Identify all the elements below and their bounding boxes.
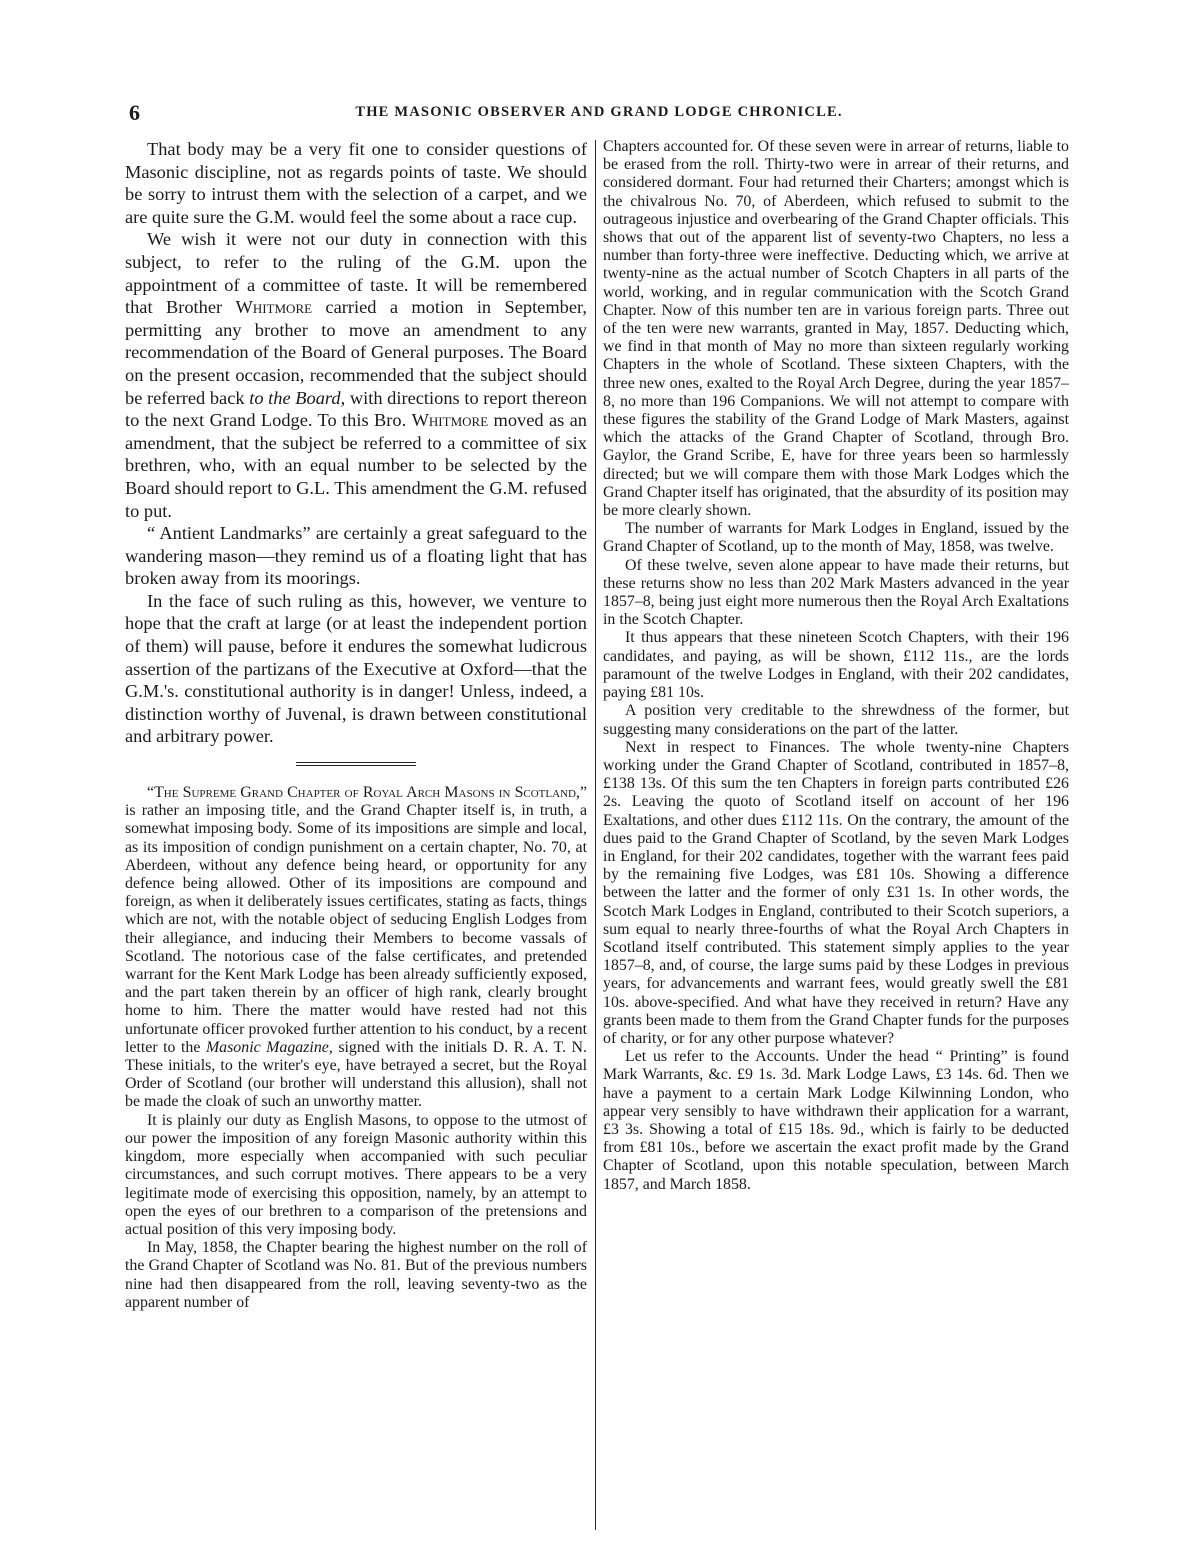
column-rule	[595, 140, 596, 1530]
running-title: THE MASONIC OBSERVER AND GRAND LODGE CHRONICLE.	[355, 104, 843, 120]
paragraph: Next in respect to Finances. The whole twenty-nine Chapters working under the Grand Chapter of Scotland, contributed in 1857–8, £138 13s. Of this sum the ten Chapters in foreign parts contributed £26 2s. Leaving the quoto of Scotland itself on account of her 196 Exaltations, and other dues £112 11s. On the contrary, the amount of the dues paid to the Grand Chapter of Scotland, by the seven Mark Lodges in England, for their 202 candidates, together with the warrant fees paid by the remaining five Lodges, was £81 10s. Showing a difference between the latter and the former of only £31 1s. In other words, the Scotch Mark Lodges in England, contributed to their Scotch superiors, a sum equal to nearly three-fourths of what the Royal Arch Chapters in Scotland itself contributed. This statement simply applies to the year 1857–8, and, of course, the large sums paid by these Lodges in previous years, for advancements and warrant fees, would greatly swell the £81 10s. above-specified. And what have they received in return? Have any grants been made to them from the Grand Chapter funds for the purposes of charity, or for any other purpose whatever?	[603, 738, 1069, 1047]
editorial-section	[125, 138, 587, 748]
name-whitmore: Whitmore	[411, 410, 489, 431]
paragraph: We wish it were not our duty in connection with this subject, to refer to the ruling of the G.M. upon the appointment of a committee of taste. It will be remembered that Brother Whitmore carried a motion in September, permitting any brother to move an amendment to any recommendation of the Board of General purposes. The Board on the present occasion, recommended that the subject should be referred back to the Board, with directions to report thereon to the next Grand Lodge. To this Bro. Whitmore moved as an amendment, that the subject be referred to a committee of six brethren, who, with an equal number to be selected by the Board should report to G.L. This amendment the G.M. refused to put.	[125, 229, 587, 521]
royal-arch-section	[125, 784, 587, 1312]
name-whitmore: Whitmore	[235, 297, 313, 318]
page-number: 6	[129, 100, 140, 125]
right-column	[603, 138, 1069, 1533]
paragraph: In May, 1858, the Chapter bearing the highest number on the roll of the Grand Chapter of Scotland was No. 81. But of the previous numbers nine had then disappeared from the roll, leaving seventy-two as the apparent number of	[125, 1239, 587, 1311]
article-columns	[125, 138, 1073, 1533]
article-title: The Supreme Grand Chapter of Royal Arch Masons in Scotland,	[154, 784, 580, 802]
paragraph: A position very creditable to the shrewdness of the former, but suggesting many considerations on the part of the latter.	[603, 702, 1069, 738]
paragraph: “The Supreme Grand Chapter of Royal Arch Masons in Scotland,” is rather an imposing title, and the Grand Chapter itself is, in truth, a somewhat imposing body. Some of its impositions are simple and local, as its imposition of condign punishment on a certain chapter, No. 70, at Aberdeen, without any defence being heard, or opportunity for any defence being allowed. Other of its impositions are compound and foreign, as when it deliberately issues certificates, stating as facts, things which are not, with the notable object of seducing English Lodges from their allegiance, and inducing their Members to become vassals of Scotland. The notorious case of the false certificates, and pretended warrant for the Kent Mark Lodge has been already sufficiently exposed, and the part taken therein by an officer of high rank, clearly brought home to him. There the matter would have rested had not this unfortunate officer provoked further attention to his conduct, by a recent letter to the Masonic Magazine, signed with the initials D. R. A. T. N. These initials, to the writer's eye, have betrayed a secret, but the Royal Order of Scotland (our brother will understand this allusion), shall not be made the cloak of such an unworthy matter.	[125, 784, 587, 1111]
paragraph: In the face of such ruling as this, however, we venture to hope that the craft at large (or at least the independent portion of them) will pause, before it endures the somewhat ludicrous assertion of the partizans of the Executive at Oxford—that the G.M.'s. constitutional authority is in danger! Unless, indeed, a distinction worthy of Juvenal, is drawn between constitutional and arbitrary power.	[125, 590, 587, 747]
paragraph: Chapters accounted for. Of these seven were in arrear of returns, liable to be erased from the roll. Thirty-two were in arrear of their returns, and considered dormant. Four had returned their Charters; amongst which is the chivalrous No. 70, of Aberdeen, which refused to submit to the outrageous injustice and overbearing of the Grand Chapter officials. This shows that out of the apparent list of seventy-two Chapters, no less a number than forty-three were ineffective. Deducting which, we arrive at twenty-nine as the actual number of Scotch Chapters in all parts of the world, working, and in regular communication with the Scotch Grand Chapter. Now of this number ten are in various foreign parts. Three out of the ten were new warrants, granted in May, 1857. Deducting which, we find in that month of May no more than sixteen regularly working Chapters in the whole of Scotland. These sixteen Chapters, with the three new ones, exalted to the Royal Arch Degree, during the year 1857–8, no more than 196 Companions. We will not attempt to compare with these figures the stability of the Grand Lodge of Mark Masters, against which the attacks of the Grand Chapter of Scotland, through Bro. Gaylor, the Grand Scribe, E, have for three years been so harmlessly directed; but we will compare them with those Mark Lodges which the Grand Chapter itself has originated, that the absurdity of its position may be more clearly shown.	[603, 138, 1069, 520]
paragraph: It is plainly our duty as English Masons, to oppose to the utmost of our power the imposition of any foreign Masonic authority within this kingdom, more especially when accompanied with such peculiar circumstances, and such corrupt motives. There appears to be a very legitimate mode of exercising this opposition, namely, by an attempt to open the eyes of our brethren to a comparison of the pretensions and actual position of this very imposing body.	[125, 1111, 587, 1238]
left-column	[125, 138, 587, 1533]
newspaper-page	[125, 96, 1073, 1536]
paragraph: It thus appears that these nineteen Scotch Chapters, with their 196 candidates, and paying, as will be shown, £112 11s., are the lords paramount of the twelve Lodges in England, with their 202 candidates, paying £81 10s.	[603, 629, 1069, 702]
page-header	[125, 96, 1073, 136]
paragraph: The number of warrants for Mark Lodges in England, issued by the Grand Chapter of Scotland, up to the month of May, 1858, was twelve.	[603, 520, 1069, 556]
paragraph: Of these twelve, seven alone appear to have made their returns, but these returns show no less than 202 Mark Masters advanced in the year 1857–8, being just eight more numerous then the Royal Arch Exaltations in the Scotch Chapter.	[603, 556, 1069, 629]
paragraph: Let us refer to the Accounts. Under the head “ Printing” is found Mark Warrants, &c. £9 1s. 3d. Mark Lodge Laws, £3 14s. 6d. Then we have a payment to a certain Mark Lodge Kilwinning London, who appear very sensibly to have withdrawn their application for a warrant, £3 3s. Showing a total of £15 18s. 9d., which is fairly to be deducted from £81 10s., before we ascertain the exact profit made by the Grand Chapter of Scotland, upon this notable speculation, between March 1857, and March 1858.	[603, 1048, 1069, 1193]
paragraph: “ Antient Landmarks” are certainly a great safeguard to the wandering mason—they remind us of a floating light that has broken away from its moorings.	[125, 523, 587, 589]
paragraph: That body may be a very fit one to consider questions of Masonic discipline, not as regards points of taste. We should be sorry to intrust them with the selection of a carpet, and we are quite sure the G.M. would feel the some about a race cup.	[125, 139, 587, 227]
section-divider	[296, 762, 416, 766]
